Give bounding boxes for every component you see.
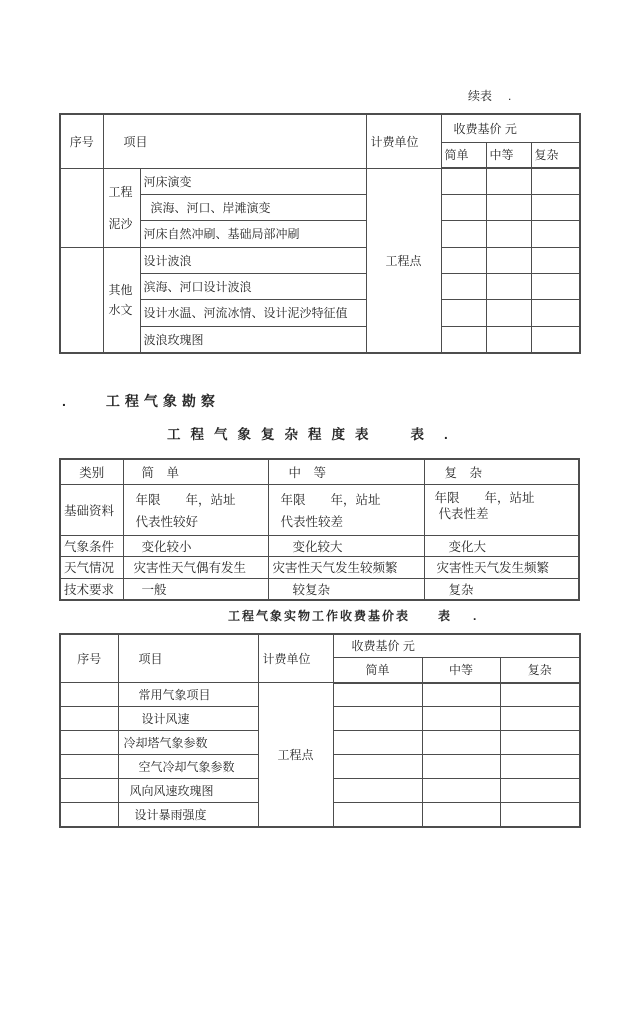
- t1-fee-cell-simple: [441, 300, 486, 326]
- t1-header-medium: 中等: [486, 142, 531, 168]
- t2-header-simple: 简 单: [123, 459, 268, 484]
- t3-header-item: 项目: [118, 634, 258, 683]
- table2-title-table-word: 表: [410, 427, 424, 442]
- t3-fee-cell-medium: [422, 779, 500, 803]
- table3-title: [228, 607, 476, 624]
- t3-fee-cell-simple: [333, 683, 422, 707]
- t3-seq-cell: [60, 731, 118, 755]
- t1-fee-cell-simple: [441, 221, 486, 247]
- t3-item-cell: 空气冷却气象参数: [118, 755, 258, 779]
- t1-fee-cell-complex: [531, 168, 580, 194]
- t1-fee-cell-medium: [486, 247, 531, 273]
- cell-line: 代表性较好: [135, 515, 199, 529]
- cell-lines: [425, 485, 579, 534]
- t3-fee-cell-simple: [333, 707, 422, 731]
- t3-item-cell: 风向风速玫瑰图: [118, 779, 258, 803]
- t3-fee-cell-medium: [422, 707, 500, 731]
- group-label-line: 泥沙: [108, 216, 133, 231]
- t2-value-cell: 变化大: [424, 535, 579, 556]
- t2-value-cell: 较复杂: [268, 578, 424, 600]
- t2-value-cell: 变化较大: [268, 535, 424, 556]
- t1-fee-cell-medium: [486, 168, 531, 194]
- t2-value-cell: 变化较小: [123, 535, 268, 556]
- t1-header-complex: 复杂: [531, 142, 580, 168]
- t1-fee-cell-medium: [486, 300, 531, 326]
- t1-item-cell: 滨海、河口设计波浪: [140, 273, 366, 299]
- t2-header-category: 类别: [60, 459, 123, 484]
- t2-header-medium: 中 等: [268, 459, 424, 484]
- t3-fee-cell-complex: [500, 683, 580, 707]
- t1-item-cell: 滨海、河口、岸滩演变: [140, 194, 366, 220]
- t3-item-cell: 设计风速: [118, 707, 258, 731]
- t1-fee-cell-complex: [531, 300, 580, 326]
- t1-group-label-sediment: [103, 168, 140, 247]
- table2-title-dot: .: [444, 427, 448, 442]
- t1-fee-cell-medium: [486, 221, 531, 247]
- t3-header-complex: 复杂: [500, 657, 580, 683]
- t3-header-seq: 序号: [60, 634, 118, 683]
- t3-fee-cell-complex: [500, 755, 580, 779]
- cell-line: 年限 年，站址: [280, 493, 381, 507]
- t3-header-simple: 简单: [333, 657, 422, 683]
- t3-item-cell: 常用气象项目: [118, 683, 258, 707]
- t3-item-cell: 设计暴雨强度: [118, 803, 258, 827]
- t3-fee-cell-complex: [500, 803, 580, 827]
- cell-line: 代表性差: [438, 507, 489, 521]
- t2-category-cell: 气象条件: [60, 535, 123, 556]
- t3-fee-cell-complex: [500, 779, 580, 803]
- t1-header-seq: 序号: [60, 114, 103, 168]
- t2-value-cell: 灾害性天气发生较频繁: [268, 556, 424, 578]
- t3-fee-cell-simple: [333, 755, 422, 779]
- continuation-label: 续表: [468, 89, 493, 103]
- t3-fee-cell-simple: [333, 779, 422, 803]
- group-label-box: [104, 248, 140, 352]
- cell-line: 代表性较差: [280, 515, 344, 529]
- group-label-line: 其他: [108, 282, 133, 297]
- continuation-dot: .: [508, 89, 512, 103]
- t3-seq-cell: [60, 683, 118, 707]
- t1-item-cell: 设计水温、河流冰情、设计泥沙特征值: [140, 300, 366, 326]
- t2-header-complex: 复 杂: [424, 459, 579, 484]
- t2-value-cell: 灾害性天气偶有发生: [123, 556, 268, 578]
- t3-header-unit: 计费单位: [258, 634, 333, 683]
- t1-item-cell: 河床演变: [140, 168, 366, 194]
- cell-line: 年限 年，站址: [434, 491, 535, 505]
- t1-item-cell: 波浪玫瑰图: [140, 326, 366, 352]
- group-label-line: 工程: [108, 185, 133, 200]
- t3-fee-cell-simple: [333, 731, 422, 755]
- cell-line: 年限 年，站址: [135, 493, 236, 507]
- t3-seq-cell: [60, 779, 118, 803]
- t1-item-cell: 河床自然冲刷、基础局部冲刷: [140, 221, 366, 247]
- t1-fee-cell-simple: [441, 273, 486, 299]
- t1-fee-cell-simple: [441, 247, 486, 273]
- t1-seq-cell-group2: [60, 247, 103, 353]
- meteorology-fee-table: [59, 633, 581, 828]
- t2-value-cell: 复杂: [424, 578, 579, 600]
- t3-fee-cell-medium: [422, 755, 500, 779]
- t1-fee-cell-simple: [441, 194, 486, 220]
- t2-category-cell: 天气情况: [60, 556, 123, 578]
- t3-fee-cell-complex: [500, 731, 580, 755]
- section-title: 工程气象勘察: [105, 393, 220, 409]
- t3-seq-cell: [60, 707, 118, 731]
- t1-header-fee-group: 收费基价 元: [441, 114, 580, 142]
- t1-fee-cell-complex: [531, 194, 580, 220]
- table3-title-table-word: 表: [438, 609, 451, 623]
- t3-header-fee-group: 收费基价 元: [333, 634, 580, 657]
- t2-basic-simple-cell: [123, 484, 268, 535]
- t1-fee-cell-complex: [531, 247, 580, 273]
- t1-group-label-other-hydrology: [103, 247, 140, 353]
- complexity-grade-table: [59, 458, 580, 601]
- t3-fee-cell-complex: [500, 707, 580, 731]
- t1-fee-cell-simple: [441, 168, 486, 194]
- t1-header-unit: 计费单位: [366, 114, 441, 168]
- cell-lines: [269, 485, 424, 534]
- t3-seq-cell: [60, 803, 118, 827]
- continuation-note: [468, 87, 511, 104]
- t3-item-cell: 冷却塔气象参数: [118, 731, 258, 755]
- t2-category-cell: 基础资料: [60, 484, 123, 535]
- hydrology-fee-table: [59, 113, 581, 354]
- group-label-line: 水文: [108, 302, 133, 317]
- t3-fee-cell-medium: [422, 803, 500, 827]
- table3-title-text: 工程气象实物工作收费基价表: [228, 609, 411, 623]
- t3-seq-cell: [60, 755, 118, 779]
- t1-fee-cell-medium: [486, 194, 531, 220]
- t2-basic-medium-cell: [268, 484, 424, 535]
- group-label-box: [104, 169, 140, 247]
- t3-unit-cell: 工程点: [258, 683, 333, 827]
- t3-header-medium: 中等: [422, 657, 500, 683]
- t1-fee-cell-simple: [441, 326, 486, 352]
- t1-unit-cell: 工程点: [366, 168, 441, 353]
- t2-value-cell: 灾害性天气发生频繁: [424, 556, 579, 578]
- t3-fee-cell-medium: [422, 683, 500, 707]
- table2-title: [167, 423, 448, 443]
- t1-fee-cell-complex: [531, 326, 580, 352]
- t3-fee-cell-simple: [333, 803, 422, 827]
- t2-category-cell: 技术要求: [60, 578, 123, 600]
- table3-title-dot: .: [473, 609, 477, 623]
- t3-fee-cell-medium: [422, 731, 500, 755]
- section-heading: [62, 391, 220, 411]
- t1-header-simple: 简单: [441, 142, 486, 168]
- t2-basic-complex-cell: [424, 484, 579, 535]
- t1-fee-cell-medium: [486, 326, 531, 352]
- section-number-dot: .: [62, 393, 66, 409]
- table2-title-text: 工程气象复杂程度表: [167, 427, 379, 442]
- t1-fee-cell-medium: [486, 273, 531, 299]
- t1-item-cell: 设计波浪: [140, 247, 366, 273]
- t1-seq-cell-group1: [60, 168, 103, 247]
- t2-value-cell: 一般: [123, 578, 268, 600]
- t1-fee-cell-complex: [531, 221, 580, 247]
- t1-header-item: 项目: [103, 114, 366, 168]
- t1-fee-cell-complex: [531, 273, 580, 299]
- cell-lines: [124, 485, 268, 534]
